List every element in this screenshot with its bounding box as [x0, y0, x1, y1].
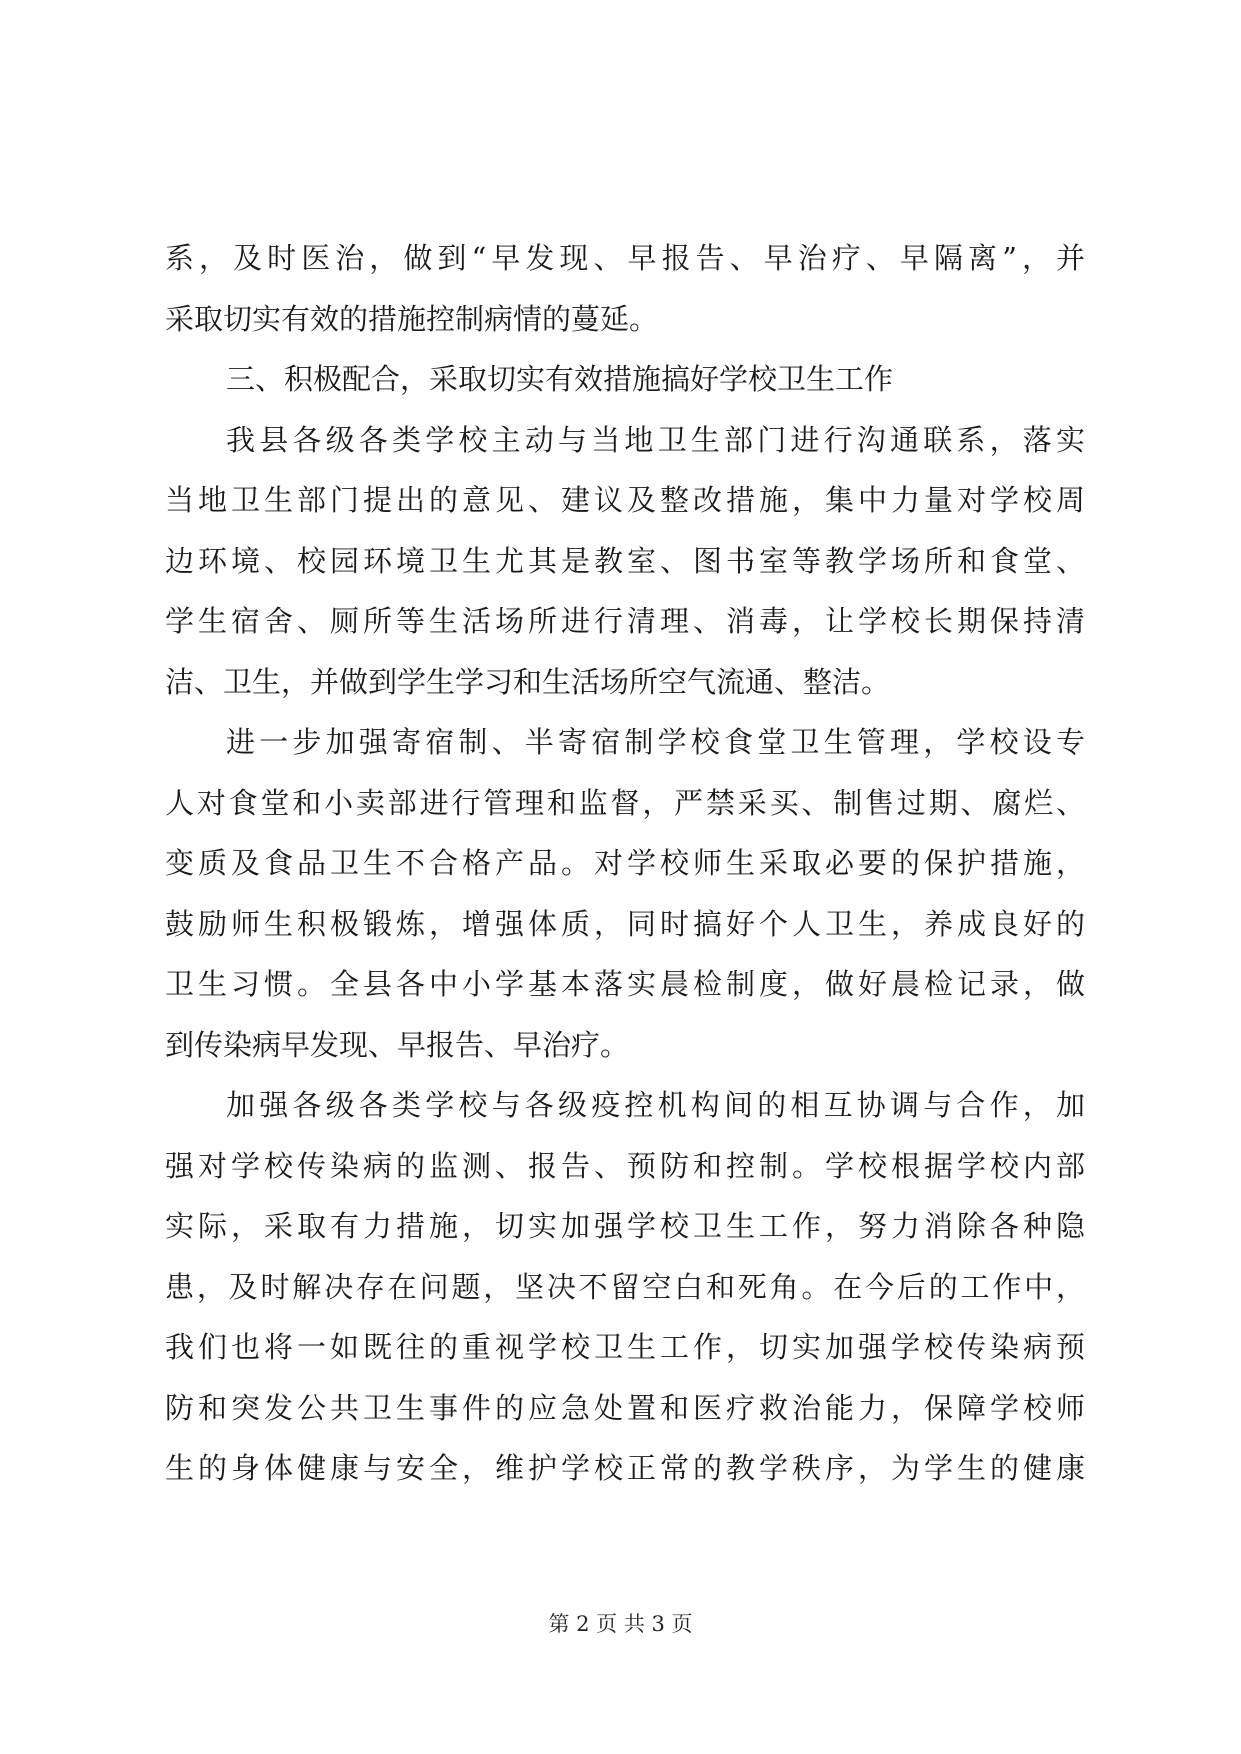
- page-number: 第 2 页 共 3 页: [548, 1612, 693, 1636]
- text-line: 学生宿舍、厕所等生活场所进行清理、消毒，让学校长期保持清: [165, 604, 1085, 638]
- text-line: 强对学校传染病的监测、报告、预防和控制。学校根据学校内部: [165, 1148, 1085, 1183]
- text-line: 卫生习惯。全县各中小学基本落实晨检制度，做好晨检记录，做: [165, 967, 1085, 1001]
- text-line: 采取切实有效的措施控制病情的蔓延。: [165, 301, 659, 336]
- text-line: 鼓励师生积极锻炼，增强体质，同时搞好个人卫生，养成良好的: [165, 906, 1085, 941]
- text-line: 系，及时医治，做到“早发现、早报告、早治疗、早隔离”，并: [165, 241, 1085, 275]
- text-line: 人对食堂和小卖部进行管理和监督，严禁采买、制售过期、腐烂、: [165, 785, 1085, 820]
- document-body: [165, 228, 1085, 1499]
- text-line: 我县各级各类学校主动与当地卫生部门进行沟通联系，落实: [226, 422, 1085, 457]
- text-line: 变质及食品卫生不合格产品。对学校师生采取必要的保护措施，: [165, 846, 1085, 880]
- text-line: 边环境、校园环境卫生尤其是教室、图书室等教学场所和食堂、: [165, 543, 1085, 578]
- text-line: 患，及时解决存在问题，坚决不留空白和死角。在今后的工作中，: [165, 1269, 1085, 1304]
- text-line: 进一步加强寄宿制、半寄宿制学校食堂卫生管理，学校设专: [226, 725, 1085, 759]
- text-line: 防和突发公共卫生事件的应急处置和医疗救治能力，保障学校师: [165, 1390, 1085, 1425]
- text-line: 洁、卫生，并做到学生学习和生活场所空气流通、整洁。: [165, 664, 891, 699]
- text-line: 生的身体健康与安全，维护学校正常的教学秩序，为学生的健康: [165, 1451, 1085, 1485]
- section-heading: 三、积极配合，采取切实有效措施搞好学校卫生工作: [226, 362, 894, 396]
- text-line: 我们也将一如既往的重视学校卫生工作，切实加强学校传染病预: [165, 1330, 1085, 1364]
- text-line: 到传染病早发现、早报告、早治疗。: [165, 1027, 630, 1062]
- text-line: 实际，采取有力措施，切实加强学校卫生工作，努力消除各种隐: [165, 1209, 1085, 1243]
- page-number-footer: [0, 1608, 1241, 1638]
- text-line: 加强各级各类学校与各级疫控机构间的相互协调与合作，加: [226, 1088, 1085, 1122]
- text-line: 当地卫生部门提出的意见、建议及整改措施，集中力量对学校周: [165, 483, 1085, 517]
